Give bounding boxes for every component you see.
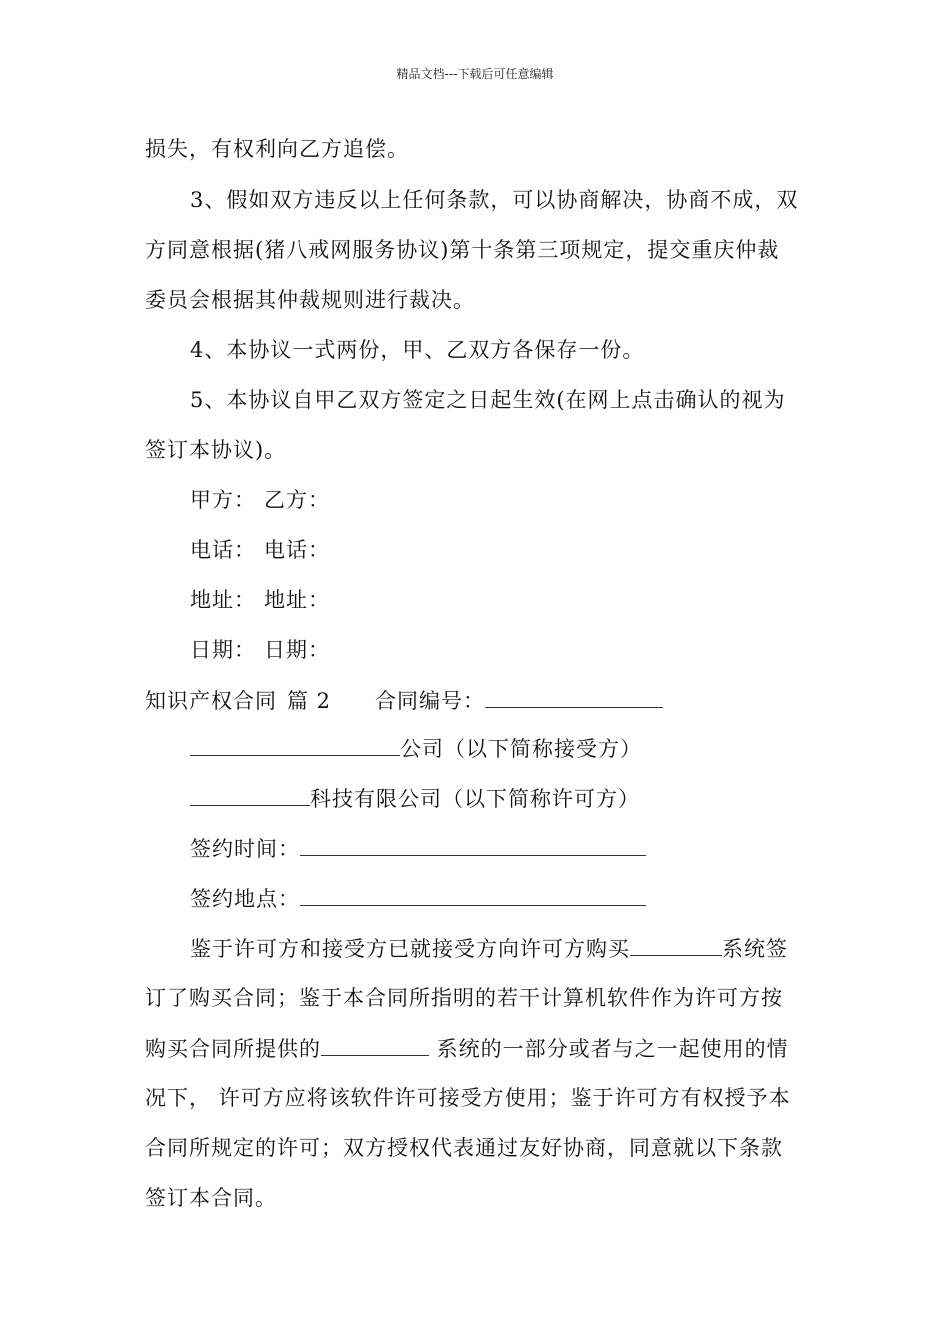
sign-time-label: 签约时间：	[190, 837, 300, 861]
sign-time-line	[190, 833, 646, 864]
licensee-line	[190, 733, 642, 764]
recital-text: 购买合同所提供的	[145, 1037, 321, 1061]
paragraph-loss: 损失，有权利向乙方追偿。	[145, 137, 409, 161]
phone-a-label: 电话：	[190, 538, 256, 562]
clause-5-line-2: 签订本协议)。	[145, 438, 287, 462]
recital-line-6: 签订本合同。	[145, 1186, 277, 1210]
contract-2-title: 知识产权合同	[145, 689, 277, 713]
sign-time-blank	[300, 833, 646, 856]
page-header: 精品文档---下载后可任意编辑	[396, 67, 554, 81]
licensor-line	[190, 783, 640, 814]
signature-address-row	[190, 585, 330, 615]
recital-text: 系统签	[722, 937, 788, 961]
signature-phone-row	[190, 535, 330, 565]
recital-line-3	[145, 1033, 789, 1064]
recital-line-1	[190, 933, 788, 964]
sign-place-label: 签约地点：	[190, 887, 300, 911]
clause-3-line-3: 委员会根据其仲裁规则进行裁决。	[145, 288, 475, 312]
address-b-label: 地址：	[264, 588, 330, 612]
contract-number-label: 合同编号：	[375, 689, 486, 713]
licensee-suffix: 公司（以下简称接受方）	[400, 737, 642, 761]
signature-party-row	[190, 485, 330, 515]
licensee-name-blank	[190, 733, 400, 756]
recital-text: 系统的一部分或者与之一起使用的情	[429, 1037, 789, 1061]
system-name-blank-2	[321, 1033, 429, 1056]
contract-2-chapter: 篇 2	[287, 689, 332, 713]
sign-place-line	[190, 883, 646, 914]
sign-place-blank	[300, 883, 646, 906]
licensor-suffix: 科技有限公司（以下简称许可方）	[310, 787, 640, 811]
clause-4: 4、本协议一式两份，甲、乙双方各保存一份。	[190, 338, 645, 362]
signature-date-row	[190, 635, 330, 665]
date-b-label: 日期：	[264, 638, 330, 662]
recital-text: 鉴于许可方和接受方已就接受方向许可方购买	[190, 937, 630, 961]
phone-b-label: 电话：	[264, 538, 330, 562]
licensor-name-blank	[190, 783, 310, 806]
date-a-label: 日期：	[190, 638, 256, 662]
clause-5-line-1: 5、本协议自甲乙双方签定之日起生效(在网上点击确认的视为	[190, 388, 786, 412]
recital-line-5: 合同所规定的许可；双方授权代表通过友好协商，同意就以下条款	[145, 1136, 783, 1160]
recital-line-4: 况下， 许可方应将该软件许可接受方使用；鉴于许可方有权授予本	[145, 1086, 791, 1110]
contract-2-heading	[145, 685, 663, 716]
clause-3-line-1: 3、假如双方违反以上任何条款，可以协商解决，协商不成，双	[190, 188, 799, 212]
contract-number-blank	[485, 685, 663, 708]
address-a-label: 地址：	[190, 588, 256, 612]
party-b-label: 乙方：	[264, 488, 330, 512]
recital-line-2: 订了购买合同；鉴于本合同所指明的若干计算机软件作为许可方按	[145, 986, 783, 1010]
system-name-blank-1	[630, 933, 722, 956]
party-a-label: 甲方：	[190, 488, 256, 512]
clause-3-line-2: 方同意根据(猪八戒网服务协议)第十条第三项规定，提交重庆仲裁	[145, 238, 780, 262]
